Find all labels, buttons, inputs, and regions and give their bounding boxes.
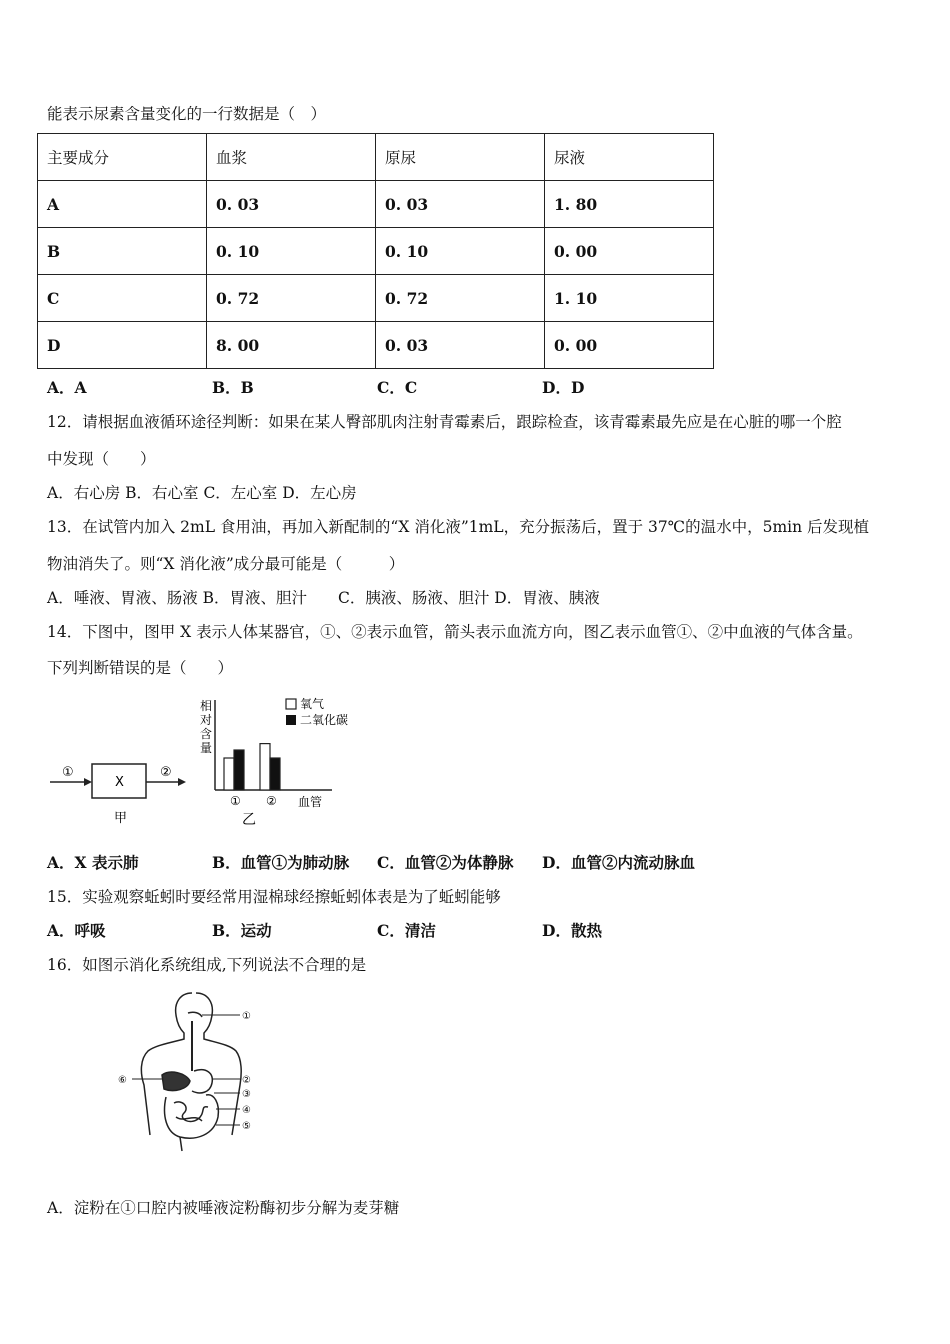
part-label-4: ④ bbox=[242, 1105, 251, 1116]
q12-stem-line1: 12．请根据血液循环途径判断：如果在某人臀部肌肉注射青霉素后，跟踪检查，该青霉素最先应是在心脏的哪一个腔 bbox=[47, 413, 842, 431]
table-header-cell: 尿液 bbox=[545, 134, 714, 181]
part-label-2: ② bbox=[242, 1075, 251, 1086]
legend-label-co2: 二氧化碳 bbox=[300, 713, 349, 727]
q11-option-c: C．C bbox=[377, 378, 418, 397]
q14-figure bbox=[40, 690, 380, 830]
legend-label-oxygen: 氧气 bbox=[300, 697, 325, 711]
table-cell: 8. 00 bbox=[207, 322, 376, 369]
y-axis-label-char: 对 bbox=[200, 713, 213, 727]
q15-option-a: A．呼吸 bbox=[47, 921, 106, 940]
q12-stem-line2: 中发现（ ） bbox=[47, 450, 156, 468]
bar-co2-2 bbox=[270, 758, 280, 790]
table-header-cell: 主要成分 bbox=[38, 134, 207, 181]
urea-table bbox=[37, 133, 714, 369]
part-label-1: ① bbox=[242, 1011, 251, 1022]
question-intro: 能表示尿素含量变化的一行数据是（ ） bbox=[47, 105, 327, 123]
q15-option-c: C．清洁 bbox=[377, 921, 436, 940]
x-axis-label: 血管 bbox=[298, 795, 323, 809]
liver bbox=[162, 1072, 190, 1090]
digestive-system-figure bbox=[110, 985, 270, 1157]
table-cell: B bbox=[38, 228, 207, 275]
table-cell: D bbox=[38, 322, 207, 369]
part-label-5: ⑤ bbox=[242, 1121, 251, 1132]
q14-option-a: A．X 表示肺 bbox=[47, 853, 139, 872]
y-axis-label-char: 量 bbox=[200, 741, 213, 755]
q11-option-d: D．D bbox=[542, 378, 585, 397]
table-cell: A bbox=[38, 181, 207, 228]
bar-co2-1 bbox=[234, 750, 244, 790]
small-intestine bbox=[176, 1117, 202, 1121]
table-cell: 0. 03 bbox=[376, 181, 545, 228]
y-axis-label-char: 含 bbox=[200, 727, 213, 741]
part-label-3: ③ bbox=[242, 1089, 251, 1100]
table-cell: 0. 03 bbox=[207, 181, 376, 228]
large-intestine bbox=[165, 1095, 219, 1138]
table-header-row bbox=[38, 134, 714, 181]
bar-group bbox=[224, 744, 280, 790]
table-row bbox=[38, 275, 714, 322]
bar-oxygen-1 bbox=[224, 758, 234, 790]
x-tick-label: ② bbox=[266, 794, 277, 808]
table-cell: 1. 10 bbox=[545, 275, 714, 322]
mouth-line bbox=[188, 1012, 202, 1017]
q15-option-b: B．运动 bbox=[212, 921, 272, 940]
arrow-head-icon bbox=[178, 778, 186, 786]
table-cell: 0. 00 bbox=[545, 322, 714, 369]
figure-jia bbox=[50, 764, 186, 826]
y-axis-label-char: 相 bbox=[200, 699, 213, 713]
table-header-cell: 原尿 bbox=[376, 134, 545, 181]
table-row bbox=[38, 322, 714, 369]
rectum bbox=[180, 1137, 182, 1151]
q13-stem-line2: 物油消失了。则“X 消化液”成分最可能是（ ） bbox=[47, 555, 405, 573]
table-cell: 0. 10 bbox=[207, 228, 376, 275]
q15-option-d: D．散热 bbox=[542, 921, 602, 940]
q16-option-a: A．淀粉在①口腔内被唾液淀粉酶初步分解为麦芽糖 bbox=[47, 1199, 400, 1217]
q14-option-b: B．血管①为肺动脉 bbox=[212, 853, 350, 872]
table-header-cell: 血浆 bbox=[207, 134, 376, 181]
table-cell: 0. 03 bbox=[376, 322, 545, 369]
q11-option-a: A．A bbox=[47, 378, 87, 397]
table-row bbox=[38, 181, 714, 228]
vessel-label-2: ② bbox=[160, 765, 172, 780]
q15-stem: 15．实验观察蚯蚓时要经常用湿棉球经擦蚯蚓体表是为了蚯蚓能够 bbox=[47, 888, 501, 906]
q14-option-c: C．血管②为体静脉 bbox=[377, 853, 514, 872]
legend-swatch-oxygen bbox=[286, 699, 296, 709]
part-label-6: ⑥ bbox=[118, 1075, 127, 1086]
vessel-label-1: ① bbox=[62, 765, 74, 780]
table-cell: 1. 80 bbox=[545, 181, 714, 228]
table-row bbox=[38, 228, 714, 275]
table-cell: C bbox=[38, 275, 207, 322]
organ-x-label: X bbox=[115, 775, 124, 790]
body-outline-left bbox=[141, 993, 192, 1135]
legend-swatch-co2 bbox=[286, 715, 296, 725]
figure-yi-caption: 乙 bbox=[242, 812, 256, 828]
figure-jia-caption: 甲 bbox=[114, 811, 128, 826]
arrow-head-icon bbox=[84, 778, 92, 786]
q14-stem-line1: 14．下图中，图甲 X 表示人体某器官，①、②表示血管，箭头表示血流方向，图乙表示血管①、②中血液的气体含量。 bbox=[47, 623, 863, 641]
table-cell: 0. 72 bbox=[376, 275, 545, 322]
q14-stem-line2: 下列判断错误的是（ ） bbox=[47, 659, 234, 677]
q14-option-d: D．血管②内流动脉血 bbox=[542, 853, 695, 872]
bar-oxygen-2 bbox=[260, 744, 270, 790]
table-cell: 0. 72 bbox=[207, 275, 376, 322]
table-cell: 0. 10 bbox=[376, 228, 545, 275]
q13-stem-line1: 13．在试管内加入 2mL 食用油，再加入新配制的“X 消化液”1mL，充分振荡后，置于 37℃的温水中，5min 后发现植 bbox=[47, 518, 870, 536]
q13-options: A．唾液、胃液、肠液 B．胃液、胆汁 C．胰液、肠液、胆汁 D．胃液、胰液 bbox=[47, 589, 600, 607]
figure-yi-chart bbox=[200, 696, 348, 828]
q16-stem: 16．如图示消化系统组成,下列说法不合理的是 bbox=[47, 956, 367, 974]
stomach bbox=[192, 1070, 212, 1093]
q12-options: A．右心房 B．右心室 C．左心室 D．左心房 bbox=[47, 484, 357, 502]
q11-option-b: B．B bbox=[212, 378, 254, 397]
x-tick-label: ① bbox=[230, 794, 241, 808]
table-cell: 0. 00 bbox=[545, 228, 714, 275]
